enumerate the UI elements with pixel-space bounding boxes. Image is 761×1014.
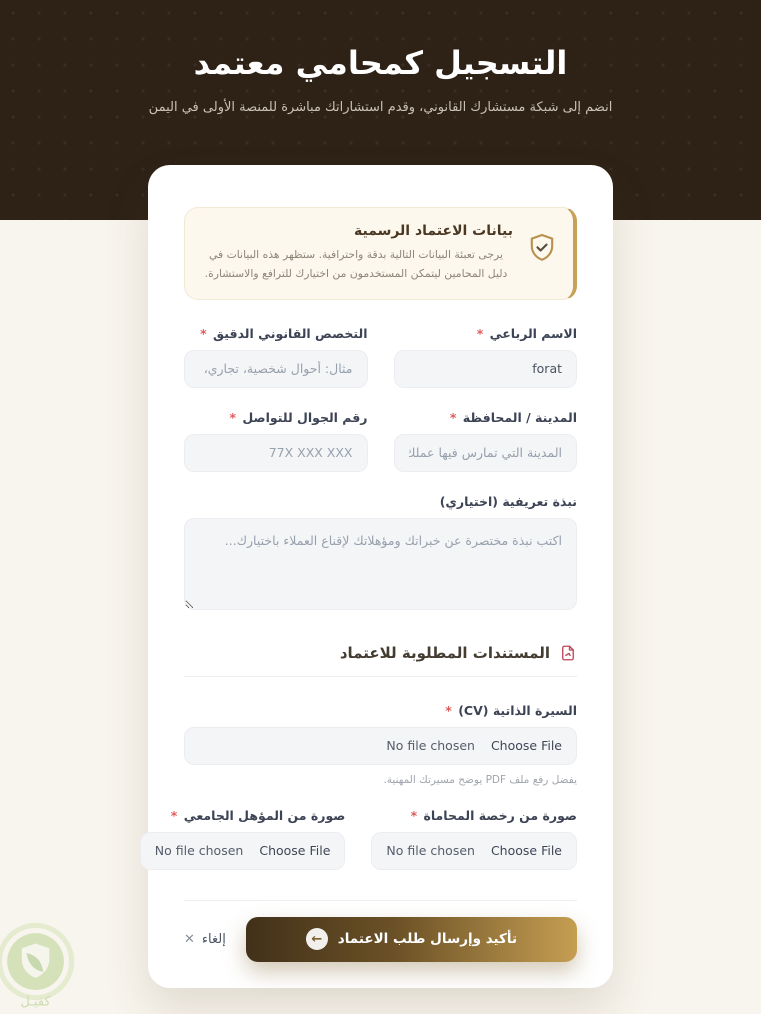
- degree-label: صورة من المؤهل الجامعي *: [170, 807, 346, 823]
- cv-field: [184, 703, 577, 786]
- license-file-input[interactable]: [371, 832, 577, 870]
- watermark-text: كفيـل: [20, 994, 51, 1010]
- credentials-notice-description: يرجى تعبئة البيانات التالية بدقة واحترافية. ستظهر هذه البيانات في دليل المحامين ليتمكن المستخدمون من اختيارك للترافع والاستشارة.: [204, 248, 508, 280]
- phone-label: رقم الجوال للتواصل *: [229, 409, 368, 425]
- full-name-input[interactable]: [394, 350, 578, 388]
- city-input[interactable]: [394, 434, 578, 472]
- phone-input[interactable]: [184, 434, 368, 472]
- degree-field: [140, 808, 346, 870]
- cv-hint: يفضل رفع ملف PDF يوضح مسيرتك المهنية.: [383, 773, 577, 786]
- degree-choose-file-button[interactable]: Choose File: [259, 843, 331, 859]
- cancel-button-label: إلغاء: [201, 931, 226, 947]
- required-asterisk: *: [410, 807, 418, 823]
- full-name-label: الاسم الرباعي *: [476, 325, 577, 341]
- required-asterisk: *: [476, 325, 484, 341]
- specialty-input[interactable]: [184, 350, 368, 388]
- submit-button-label: تأكيد وإرسال طلب الاعتماد: [337, 931, 518, 948]
- page-subtitle: انضم إلى شبكة مستشارك القانوني، وقدم استشاراتك مباشرة للمنصة الأولى في اليمن: [148, 100, 613, 115]
- cancel-button[interactable]: [184, 932, 226, 947]
- degree-file-input[interactable]: [140, 832, 346, 870]
- documents-section-header: [184, 644, 577, 662]
- cv-label: السيرة الذاتية (CV) *: [445, 702, 577, 718]
- required-asterisk: *: [200, 325, 207, 341]
- credentials-notice: [184, 207, 577, 300]
- cv-choose-file-button[interactable]: Choose File: [490, 738, 562, 754]
- documents-section-title: المستندات المطلوبة للاعتماد: [339, 643, 550, 662]
- required-asterisk: *: [170, 807, 178, 823]
- bio-textarea[interactable]: [184, 518, 577, 610]
- license-field: [371, 808, 577, 870]
- form-actions: [184, 900, 577, 962]
- cv-file-status: No file chosen: [386, 738, 475, 754]
- required-asterisk: *: [229, 409, 237, 425]
- full-name-field: [394, 326, 578, 388]
- license-file-status: No file chosen: [386, 843, 475, 859]
- license-choose-file-button[interactable]: Choose File: [490, 843, 562, 859]
- registration-card: [148, 165, 613, 988]
- submit-accreditation-button[interactable]: [246, 917, 577, 962]
- phone-field: [184, 410, 368, 472]
- shield-check-icon: [525, 231, 559, 269]
- pdf-file-icon: [559, 644, 577, 662]
- bio-field: [184, 494, 577, 614]
- close-icon: ✕: [184, 931, 195, 947]
- required-asterisk: *: [445, 702, 452, 718]
- city-label: المدينة / المحافظة *: [449, 409, 577, 425]
- required-asterisk: *: [449, 409, 457, 425]
- credentials-notice-text: [199, 223, 513, 284]
- license-label: صورة من رخصة المحاماة *: [410, 807, 577, 823]
- credentials-notice-title: بيانات الاعتماد الرسمية: [353, 223, 513, 239]
- city-field: [394, 410, 578, 472]
- bio-label: نبذة تعريفية (اختياري): [439, 493, 577, 509]
- specialty-field: [184, 326, 368, 388]
- section-divider: [184, 676, 577, 677]
- specialty-label: التخصص القانوني الدقيق *: [200, 325, 368, 341]
- arrow-left-icon: ←: [306, 928, 328, 950]
- page-title: التسجيل كمحامي معتمد: [193, 44, 568, 82]
- cv-file-input[interactable]: [184, 727, 577, 765]
- degree-file-status: No file chosen: [154, 843, 244, 859]
